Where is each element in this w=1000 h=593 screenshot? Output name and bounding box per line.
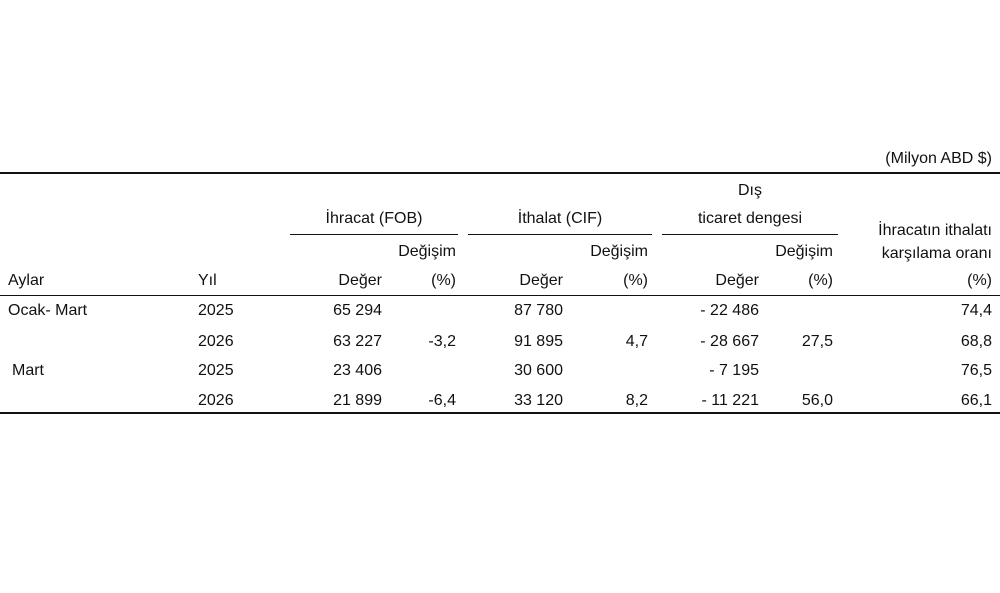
row-1-oran: 74,4: [960, 302, 992, 319]
row-3-ay: Mart: [12, 362, 44, 379]
ithalat-underline: [468, 234, 652, 235]
header-oran-pct: (%): [967, 272, 992, 289]
row-4-ithalat: 33 120: [514, 392, 563, 409]
header-oran-2: karşılama oranı: [881, 245, 992, 262]
row-2-denge-degisim: 27,5: [801, 333, 833, 350]
row-3-yil: 2025: [198, 362, 234, 379]
row-2-ihracat-degisim: -3,2: [428, 333, 456, 350]
row-4-ithalat-degisim: 8,2: [625, 392, 648, 409]
row-1-yil: 2025: [198, 302, 234, 319]
row-3-ihracat: 23 406: [333, 362, 382, 379]
row-2-oran: 68,8: [960, 333, 992, 350]
header-yil: Yıl: [198, 272, 217, 289]
row-4-yil: 2026: [198, 392, 234, 409]
ihracat-underline: [290, 234, 458, 235]
row-2-ithalat-degisim: 4,7: [625, 333, 648, 350]
header-ithalat-degisim: Değişim: [590, 243, 648, 260]
header-oran-1: İhracatın ithalatı: [878, 222, 992, 239]
header-aylar: Aylar: [8, 272, 45, 289]
table-top-border: [0, 172, 1000, 174]
header-ihracat-pct: (%): [431, 272, 456, 289]
row-4-denge: - 11 221: [701, 392, 759, 409]
header-ithalat: İthalat (CIF): [517, 210, 603, 227]
row-1-ay: Ocak- Mart: [8, 302, 88, 319]
header-ticaret-dengesi: ticaret dengesi: [697, 210, 803, 227]
row-2-ithalat: 91 895: [514, 333, 563, 350]
table-bottom-border: [0, 412, 1000, 414]
row-3-ithalat: 30 600: [514, 362, 563, 379]
header-denge-pct: (%): [808, 272, 833, 289]
row-1-ithalat: 87 780: [514, 302, 563, 319]
header-ithalat-pct: (%): [623, 272, 648, 289]
header-denge-degisim: Değişim: [775, 243, 833, 260]
row-4-ihracat: 21 899: [333, 392, 382, 409]
row-3-oran: 76,5: [960, 362, 992, 379]
row-2-denge: - 28 667: [700, 333, 759, 350]
header-bottom-border: [0, 295, 1000, 296]
row-3-denge: - 7 195: [709, 362, 759, 379]
row-1-denge: - 22 486: [700, 302, 759, 319]
header-ithalat-deger: Değer: [519, 272, 563, 289]
header-denge-deger: Değer: [715, 272, 759, 289]
denge-underline: [662, 234, 838, 235]
row-2-yil: 2026: [198, 333, 234, 350]
row-1-ihracat: 65 294: [333, 302, 382, 319]
row-2-ihracat: 63 227: [333, 333, 382, 350]
row-4-denge-degisim: 56,0: [801, 392, 833, 409]
header-ihracat-deger: Değer: [338, 272, 382, 289]
header-dis: Dış: [738, 182, 762, 199]
row-4-oran: 66,1: [960, 392, 992, 409]
header-ihracat: İhracat (FOB): [325, 210, 423, 227]
unit-note: (Milyon ABD $): [885, 150, 992, 167]
row-4-ihracat-degisim: -6,4: [428, 392, 456, 409]
header-ihracat-degisim: Değişim: [398, 243, 456, 260]
